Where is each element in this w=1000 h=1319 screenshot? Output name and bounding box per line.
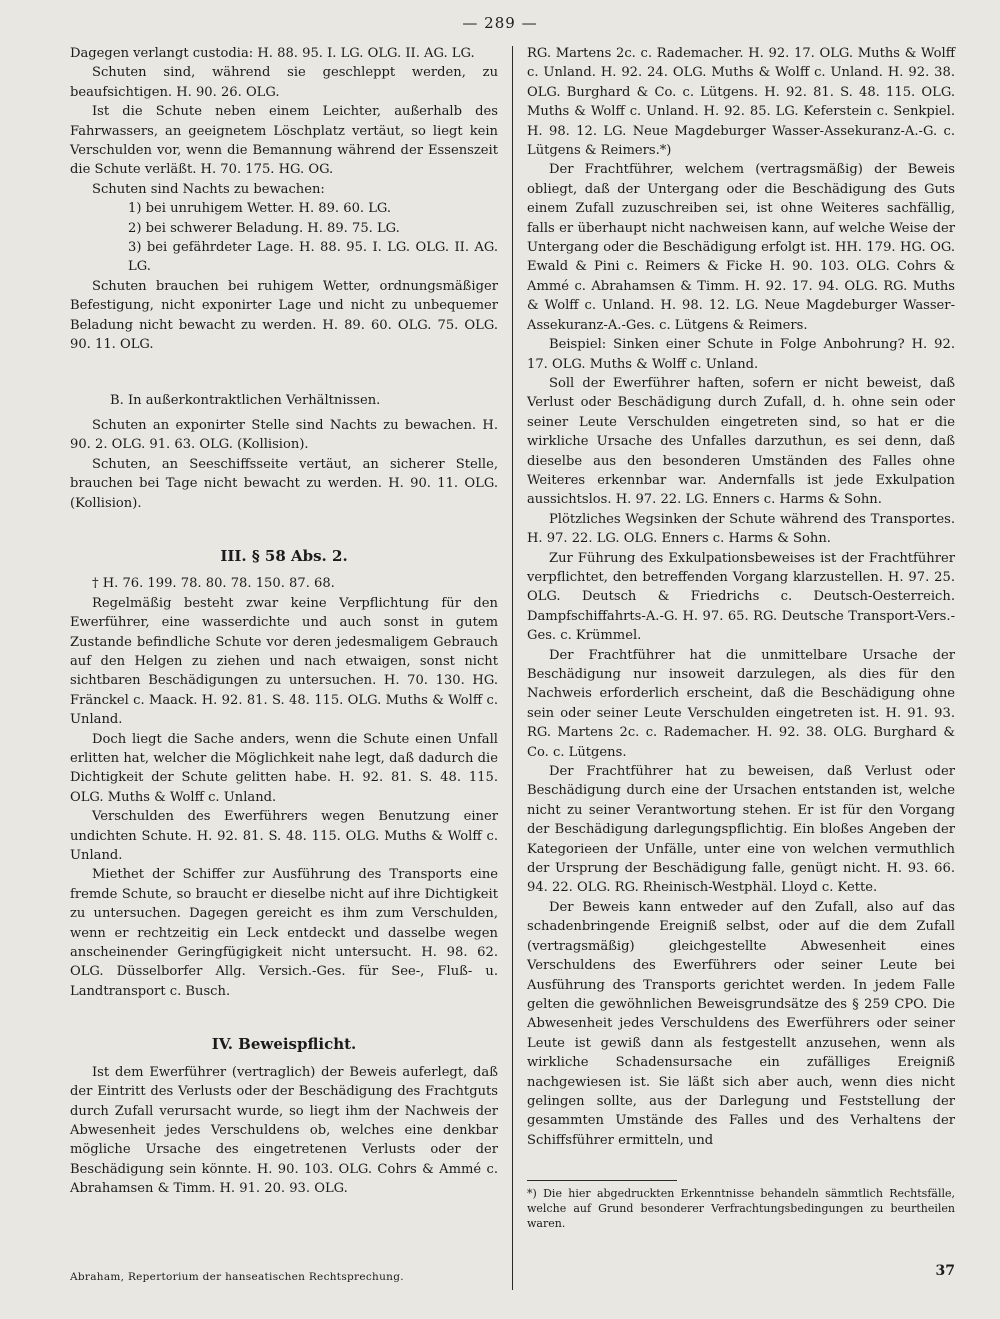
- sub-heading: B. In außerkontraktlichen Verhältnissen.: [110, 392, 381, 408]
- right-column: [527, 44, 955, 1150]
- section-heading: III. § 58 Abs. 2.: [220, 546, 348, 565]
- list-item: 2) bei schwerer Beladung. H. 89. 75. LG.: [128, 220, 400, 236]
- paragraph: Schuten brauchen bei ruhigem Wetter, ordnungsmäßiger Befestigung, nicht exponirter Lage und nicht zu unbequemer Beladung nicht bewacht zu werden. H. 89. 60. OLG. 75. OLG. 90. 11. OLG.: [70, 278, 498, 353]
- signature-mark: 37: [935, 1263, 955, 1279]
- paragraph: RG. Martens 2c. c. Rademacher. H. 92. 17. OLG. Muths & Wolff c. Unland. H. 92. 24. OLG. Muths & Wolff c. Unland. H. 92. 38. OLG. Burghard & Co. c. Lütgens. H. 92. 81. S. 48. 115. OLG. Muths & Wolff c. Unland. H. 92. 85. LG. Keferstein c. Senkpiel. H. 98. 12. LG. Neue Magdeburger Wasser-Assekuranz-A.-G. c. Lütgens & Reimers.*): [527, 46, 955, 159]
- paragraph: Der Beweis kann entweder auf den Zufall, also auf das schadenbringende Ereigniß selbst, oder auf die dem Zufall (vertragsmäßig) gleichgestellte Abwesenheit eines Verschuldens des Ewerführers oder seiner Leute bei Ausführung des Transports gerichtet werden. In jedem Falle gelten die gewöhnlichen Beweisgrundsätze des § 259 CPO. Die Abwesenheit jedes Verschuldens des Ewerführers oder seiner Leute ist gewiß dann als festgestellt anzusehen, wenn als wirkliche Schadensursache ein zufälliges Ereigniß nachgewiesen ist. Sie läßt sich aber auch, wenn dies nicht gelingen sollte, aus der Darlegung und Feststellung der gesammten Umstände des Falles und des Verhaltens der Schiffsführer ermitteln, und: [527, 899, 955, 1148]
- paragraph: Der Frachtführer hat die unmittelbare Ursache der Beschädigung nur insoweit darzulegen, als dies für den Nachweis erforderlich erscheint, daß die Beschädigung ohne sein oder seiner Leute Verschulden eingetreten ist. H. 91. 93. RG. Martens 2c. c. Rademacher. H. 92. 38. OLG. Burghard & Co. c. Lütgens.: [527, 647, 955, 760]
- section-heading: IV. Beweispflicht.: [211, 1035, 357, 1054]
- list-item: 1) bei unruhigem Wetter. H. 89. 60. LG.: [128, 201, 392, 217]
- paragraph: Schuten, an Seeschiffsseite vertäut, an sicherer Stelle, brauchen bei Tage nicht bewacht zu werden. H. 90. 11. OLG. (Kollision).: [70, 456, 498, 511]
- paragraph: Miethet der Schiffer zur Ausführung des Transports eine fremde Schute, so braucht er dieselbe nicht auf ihre Dichtigkeit zu untersuchen. Dagegen gereicht es ihm zum Verschulden, wenn er rechtzeitig ein Leck entdeckt und dasselbe wegen anscheinender Geringfügigkeit nicht untersucht. H. 98. 62. OLG. Düsselborfer Allg. Versich.-Ges. für See-, Fluß- u. Landtransport c. Busch.: [70, 867, 498, 999]
- page-number: — 289 —: [462, 14, 538, 32]
- paragraph: Schuten sind, während sie geschleppt werden, zu beaufsichtigen. H. 90. 26. OLG.: [70, 65, 498, 100]
- paragraph: Der Frachtführer, welchem (vertragsmäßig) der Beweis obliegt, daß der Untergang oder die Beschädigung des Guts einem Zufall zuzuschreiben sei, ist ohne Weiteres sachfällig, falls er überhaupt nicht nachweisen kann, auf welche Weise der Untergang oder die Beschädigung erfolgt ist. HH. 179. HG. OG. Ewald & Pini c. Reimers & Ficke H. 90. 103. OLG. Cohrs & Ammé c. Abrahamsen & Timm. H. 92. 17. 94. OLG. RG. Muths & Wolff c. Unland. H. 98. 12. LG. Neue Magdeburger Wasser-Assekuranz-A.-Ges. c. Lütgens & Reimers.: [527, 162, 955, 333]
- paragraph: Regelmäßig besteht zwar keine Verpflichtung für den Ewerführer, eine wasserdichte und auch sonst in gutem Zustande befindliche Schute vor deren jedesmaligem Gebrauch auf den Helgen zu ziehen und nach etwaigen, sonst nicht sichtbaren Beschädigungen zu untersuchen. H. 70. 130. HG. Fränckel c. Maack. H. 92. 81. S. 48. 115. OLG. Muths & Wolff c. Unland.: [70, 595, 498, 728]
- paragraph: Verschulden des Ewerführers wegen Benutzung einer undichten Schute. H. 92. 81. S. 48. 115. OLG. Muths & Wolff c. Unland.: [70, 809, 498, 864]
- paragraph: Schuten an exponirter Stelle sind Nachts zu bewachen. H. 90. 2. OLG. 91. 63. OLG. (Kollision).: [70, 417, 498, 453]
- paragraph: Schuten sind Nachts zu bewachen:: [92, 181, 325, 197]
- paragraph: Ist dem Ewerführer (vertraglich) der Beweis auferlegt, daß der Eintritt des Verlusts oder der Beschädigung des Frachtguts durch Zufall verursacht wurde, so liegt ihm der Nachweis der Abwesenheit jedes Verschuldens ob, welches eine denkbar mögliche Ursache des eingetretenen Verlusts oder der Beschädigung sein könnte. H. 90. 103. OLG. Cohrs & Ammé c. Abrahamsen & Timm. H. 91. 20. 93. OLG.: [70, 1064, 498, 1197]
- list-item: 3) bei gefährdeter Lage. H. 88. 95. I. LG. OLG. II. AG. LG.: [128, 240, 498, 275]
- footnote: *) Die hier abgedruckten Erkenntnisse behandeln sämmtlich Rechtsfälle, welche auf Grund besonderer Verfrachtungsbedingungen zu beurtheilen waren.: [527, 1187, 955, 1230]
- column-divider: [512, 46, 513, 1290]
- paragraph: Plötzliches Wegsinken der Schute während des Transportes. H. 97. 22. LG. OLG. Enners c. Harms & Sohn.: [527, 511, 955, 547]
- paragraph: Ist die Schute neben einem Leichter, außerhalb des Fahrwassers, an geeignetem Löschplatz vertäut, so liegt kein Verschulden vor, wenn die Bemannung während der Essenszeit die Schute verläßt. H. 70. 175. HG. OG.: [70, 104, 498, 178]
- paragraph: Beispiel: Sinken einer Schute in Folge Anbohrung? H. 92. 17. OLG. Muths & Wolff c. Unland.: [527, 337, 955, 372]
- running-footer: Abraham, Repertorium der hanseatischen Rechtsprechung.: [70, 1271, 404, 1283]
- footnote-rule: [527, 1180, 677, 1181]
- paragraph: Soll der Ewerführer haften, sofern er nicht beweist, daß Verlust oder Beschädigung durch Zufall, d. h. ohne sein oder seiner Leute Verschulden eingetreten sind, so hat er die wirkliche Ursache des Unfalles darzuthun, es sei denn, daß dieselbe aus den besonderen Umständen des Falles ohne Weiteres erkennbar war. Andernfalls ist jede Exkulpation aussichtslos. H. 97. 22. LG. Enners c. Harms & Sohn.: [527, 375, 955, 508]
- paragraph: Dagegen verlangt custodia: H. 88. 95. I. LG. OLG. II. AG. LG.: [70, 46, 475, 61]
- left-column: [70, 44, 498, 1199]
- paragraph: Der Frachtführer hat zu beweisen, daß Verlust oder Beschädigung durch eine der Ursachen entstanden ist, welche nicht zu seiner Verantwortung stehen. Er ist für den Vorgang der Beschädigung darlegungspflichtig. Ein bloßes Angeben der Kategorieen der Unfälle, unter eine von welchen vermuthlich der Ursprung der Beschädigung falle, genügt nicht. H. 93. 66. 94. 22. OLG. RG. Rheinisch-Westphäl. Lloyd c. Kette.: [527, 764, 955, 896]
- paragraph: Doch liegt die Sache anders, wenn die Schute einen Unfall erlitten hat, welcher die Möglichkeit nahe legt, daß dadurch die Dichtigkeit der Schute gelitten habe. H. 92. 81. S. 48. 115. OLG. Muths & Wolff c. Unland.: [70, 731, 498, 805]
- paragraph: Zur Führung des Exkulpationsbeweises ist der Frachtführer verpflichtet, den betreffenden Vorgang klarzustellen. H. 97. 25. OLG. Deutsch & Friedrichs c. Deutsch-Oesterreich. Dampfschiffahrts-A.-G. H. 97. 65. RG. Deutsche Transport-Vers.-Ges. c. Krümmel.: [527, 550, 955, 644]
- reference-line: † H. 76. 199. 78. 80. 78. 150. 87. 68.: [92, 576, 335, 592]
